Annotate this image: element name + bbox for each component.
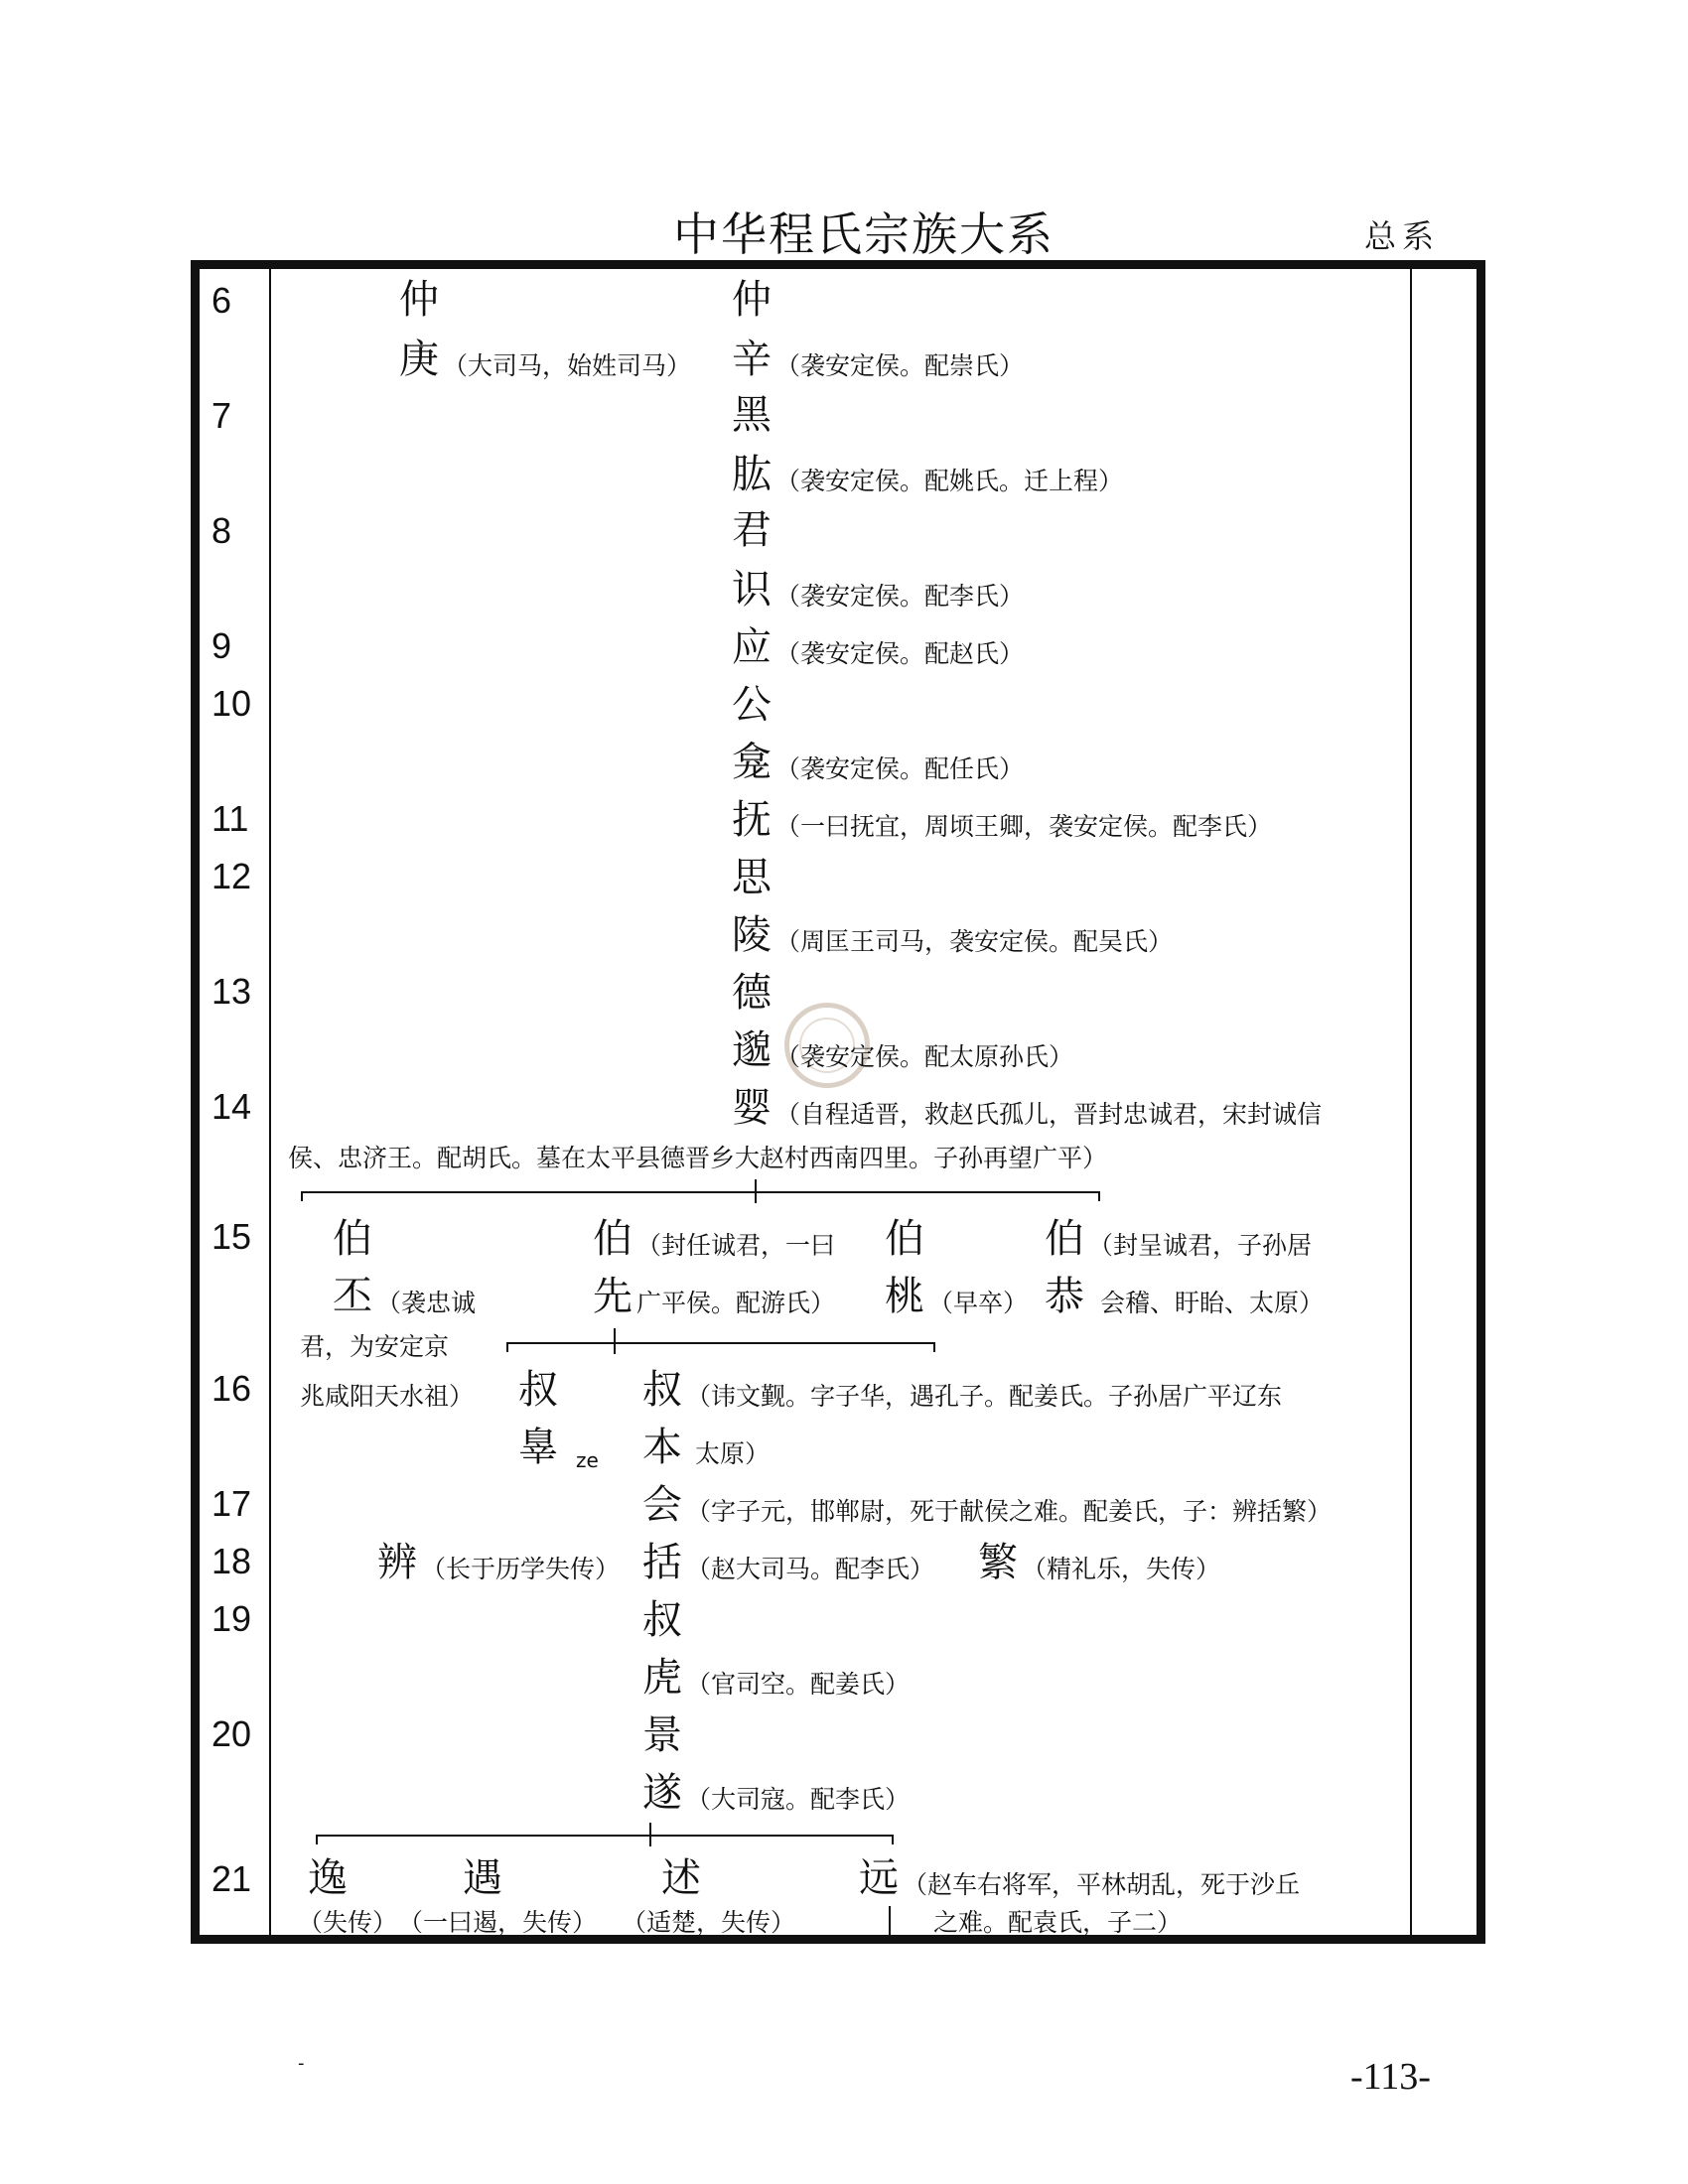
person-name: 述 — [661, 1855, 701, 1901]
branch-line — [301, 1191, 1100, 1193]
person-note: （字子元，邯郸尉，死于献侯之难。配姜氏，子：辨括繁） — [686, 1497, 1333, 1526]
person-note: （封任诚君，一曰 — [636, 1231, 836, 1260]
branch-tick — [301, 1191, 303, 1201]
person-name: 遂 — [642, 1770, 682, 1816]
person-name: 逸 — [308, 1855, 348, 1901]
person-note: （赵车右将军，平林胡乱，死于沙丘 — [903, 1870, 1301, 1899]
generation-number: 7 — [211, 395, 232, 436]
person-name: 繁 — [978, 1540, 1018, 1585]
person-note: （袭忠诚 — [376, 1289, 477, 1317]
branch-line — [316, 1835, 894, 1837]
person-name: 辠 — [518, 1425, 558, 1470]
person-name: 辛 — [732, 337, 772, 382]
person-name: 龛 — [732, 740, 772, 785]
generation-number: 11 — [211, 798, 249, 839]
generation-number: 13 — [211, 971, 252, 1012]
descent-line — [889, 1906, 891, 1936]
person-name: 桃 — [885, 1274, 924, 1319]
person-note: （袭安定侯。配任氏） — [775, 754, 1025, 783]
person-name: 叔 — [642, 1367, 682, 1413]
person-name: 先 — [593, 1274, 633, 1319]
person-name: 婴 — [732, 1085, 772, 1131]
person-name: 应 — [732, 624, 772, 670]
person-name: 叔 — [642, 1597, 682, 1643]
person-name: 伯 — [593, 1216, 633, 1262]
person-note: （讳文觐。字子华，遇孔子。配姜氏。子孙居广平辽东 — [686, 1382, 1283, 1411]
branch-stem — [649, 1823, 651, 1846]
pinyin-note: ze — [576, 1448, 599, 1472]
person-name: 仲 — [399, 277, 439, 323]
branch-tick — [892, 1835, 894, 1844]
branch-line — [506, 1342, 935, 1344]
person-name: 远 — [859, 1855, 899, 1901]
branch-stem — [755, 1179, 757, 1203]
person-note: （精礼乐，失传） — [1022, 1555, 1221, 1583]
person-name: 肱 — [732, 452, 772, 497]
generation-number: 12 — [211, 856, 252, 896]
branch-tick — [933, 1342, 935, 1352]
generation-number: 10 — [211, 683, 252, 724]
person-note: （袭安定侯。配赵氏） — [775, 639, 1025, 668]
person-name: 思 — [732, 855, 772, 900]
person-note: （袭安定侯。配李氏） — [775, 582, 1025, 611]
person-note: （官司空。配姜氏） — [686, 1670, 911, 1699]
generation-number: 21 — [211, 1858, 252, 1899]
person-note: 君，为安定京 — [300, 1332, 450, 1361]
person-name: 辨 — [377, 1540, 417, 1585]
person-note: （赵大司马。配李氏） — [686, 1555, 935, 1583]
person-name: 识 — [732, 567, 772, 613]
person-name: 本 — [642, 1425, 682, 1470]
footer-mark: - — [298, 2053, 305, 2074]
person-note: （袭安定侯。配姚氏。迁上程） — [775, 467, 1124, 495]
generation-number: 19 — [211, 1598, 252, 1639]
person-note: （长于历学失传） — [421, 1555, 621, 1583]
person-name: 庚 — [399, 337, 439, 382]
person-name: 括 — [642, 1540, 682, 1585]
person-note: （大司寇。配李氏） — [686, 1785, 911, 1814]
person-note: 之难。配袁氏，子二） — [933, 1908, 1183, 1937]
person-name: 德 — [732, 970, 772, 1016]
person-note: （早卒） — [928, 1289, 1029, 1317]
generation-number: 9 — [211, 625, 232, 666]
section-label: 总系 — [1364, 217, 1441, 255]
person-name: 叔 — [518, 1367, 558, 1413]
person-note: （周匡王司马，袭安定侯。配吴氏） — [775, 927, 1174, 956]
person-note: （自程适晋，救赵氏孤儿，晋封忠诚君，宋封诚信 — [775, 1100, 1323, 1129]
person-note: （大司马，始姓司马） — [443, 351, 692, 380]
person-note: （封呈诚君，子孙居 — [1088, 1231, 1313, 1260]
generation-number: 14 — [211, 1086, 252, 1127]
person-name: 丕 — [333, 1274, 372, 1319]
branch-tick — [1098, 1191, 1100, 1201]
generation-number: 6 — [211, 280, 232, 321]
person-name: 虎 — [642, 1655, 682, 1701]
person-name: 君 — [732, 507, 772, 553]
person-name: 景 — [642, 1712, 682, 1758]
person-name: 黑 — [732, 392, 772, 438]
person-name: 陵 — [732, 912, 772, 958]
person-note: （袭安定侯。配崇氏） — [775, 351, 1025, 380]
generation-number: 18 — [211, 1541, 252, 1581]
generation-number: 8 — [211, 510, 232, 551]
person-note: 兆咸阳天水祖） — [300, 1382, 475, 1411]
generation-number: 17 — [211, 1483, 252, 1524]
person-note: （适楚，失传） — [622, 1908, 796, 1937]
person-note: （失传） — [298, 1908, 398, 1937]
person-name: 伯 — [885, 1216, 924, 1262]
person-note: 广平侯。配游氏） — [636, 1289, 836, 1317]
person-note: 太原） — [695, 1439, 771, 1468]
branch-stem — [614, 1328, 616, 1354]
person-name: 伯 — [1045, 1216, 1084, 1262]
person-name: 恭 — [1045, 1274, 1084, 1319]
person-name: 遇 — [463, 1855, 502, 1901]
person-name: 会 — [642, 1482, 682, 1528]
person-name: 仲 — [732, 277, 772, 323]
person-name: 伯 — [333, 1216, 372, 1262]
generation-column-divider — [269, 269, 271, 1935]
generation-number: 20 — [211, 1713, 252, 1754]
generation-number: 15 — [211, 1216, 252, 1257]
person-note: 侯、忠济王。配胡氏。墓在太平县德晋乡大赵村西南四里。子孙再望广平） — [288, 1144, 1108, 1172]
page-title: 中华程氏宗族大系 — [673, 207, 1055, 261]
person-name: 邈 — [732, 1027, 772, 1073]
person-name: 抚 — [732, 797, 772, 843]
person-note: （一曰遏，失传） — [398, 1908, 598, 1937]
page-number: -113- — [1350, 2056, 1431, 2098]
right-margin-divider — [1410, 269, 1412, 1935]
person-note: 会稽、盱眙、太原） — [1100, 1289, 1325, 1317]
generation-number: 16 — [211, 1368, 252, 1409]
person-name: 公 — [732, 682, 772, 728]
person-note: （袭安定侯。配太原孙氏） — [775, 1042, 1074, 1071]
branch-tick — [506, 1342, 508, 1352]
person-note: （一曰抚宜，周顷王卿，袭安定侯。配李氏） — [775, 812, 1273, 841]
branch-tick — [316, 1835, 318, 1844]
